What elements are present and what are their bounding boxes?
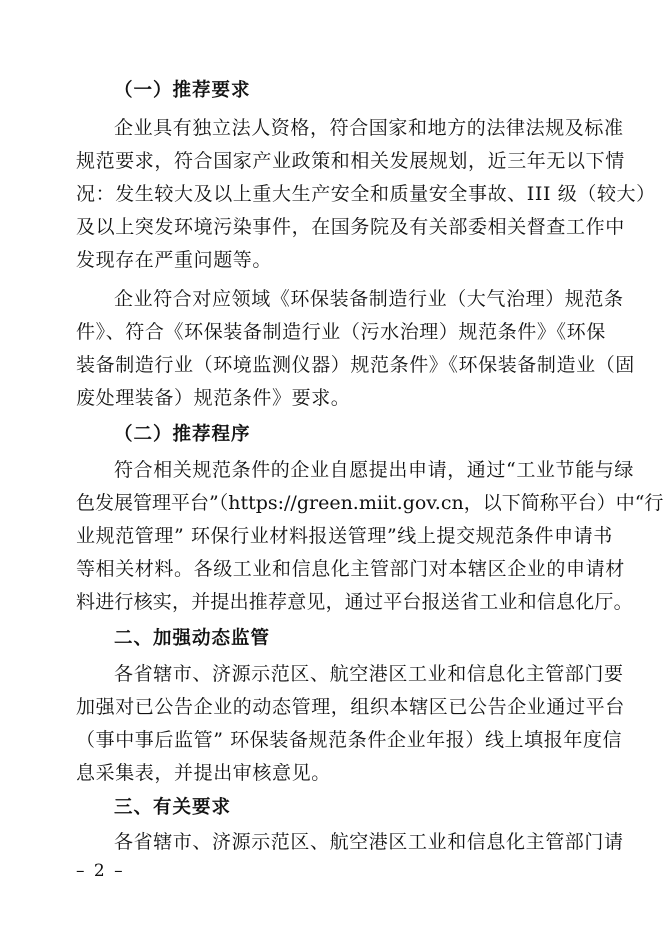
paragraph-line: 企业符合对应领域《环保装备制造行业（大气治理）规范条	[114, 288, 624, 310]
heading-dynamic-supervision: 二、加强动态监管	[114, 628, 271, 649]
paragraph-line: 发现存在严重问题等。	[76, 249, 273, 271]
paragraph-line: 色发展管理平台”（https://green.miit.gov.cn，以下简称平台）中“行	[76, 492, 664, 514]
page-number: – 2 –	[76, 861, 125, 881]
heading-recommend-procedure: （二）推荐程序	[114, 424, 251, 445]
paragraph-line: 各省辖市、济源示范区、航空港区工业和信息化主管部门请	[114, 831, 624, 853]
paragraph-line: 企业具有独立法人资格，符合国家和地方的法律法规及标准	[114, 117, 624, 139]
heading-related-requirements: 三、有关要求	[114, 797, 232, 818]
paragraph-line: 等相关材料。各级工业和信息化主管部门对本辖区企业的申请材	[76, 558, 625, 580]
paragraph-line: 及以上突发环境污染事件，在国务院及有关部委相关督查工作中	[76, 216, 625, 238]
paragraph-line: 废处理装备）规范条件》要求。	[76, 387, 351, 409]
paragraph-line: 符合相关规范条件的企业自愿提出申请，通过“工业节能与绿	[114, 459, 634, 481]
paragraph-line: 各省辖市、济源示范区、航空港区工业和信息化主管部门要	[114, 663, 624, 685]
paragraph-line: 件》、符合《环保装备制造行业（污水治理）规范条件》《环保	[76, 321, 606, 343]
paragraph-line: 规范要求，符合国家产业政策和相关发展规划，近三年无以下情	[76, 150, 625, 172]
paragraph-line: 况：发生较大及以上重大生产安全和质量安全事故、III 级（较大）	[76, 183, 656, 205]
heading-recommend-requirements: （一）推荐要求	[114, 80, 251, 101]
paragraph-line: （事中事后监管” 环保装备规范条件企业年报）线上填报年度信	[76, 729, 623, 751]
paragraph-line: 料进行核实，并提出推荐意见，通过平台报送省工业和信息化厅。	[76, 591, 633, 613]
paragraph-line: 息采集表，并提出审核意见。	[76, 762, 331, 784]
paragraph-line: 加强对已公告企业的动态管理，组织本辖区已公告企业通过平台	[76, 696, 625, 718]
paragraph-line: 业规范管理” 环保行业材料报送管理”线上提交规范条件申请书	[76, 525, 613, 547]
paragraph-line: 装备制造行业（环境监测仪器）规范条件》《环保装备制造业（固	[76, 354, 635, 376]
